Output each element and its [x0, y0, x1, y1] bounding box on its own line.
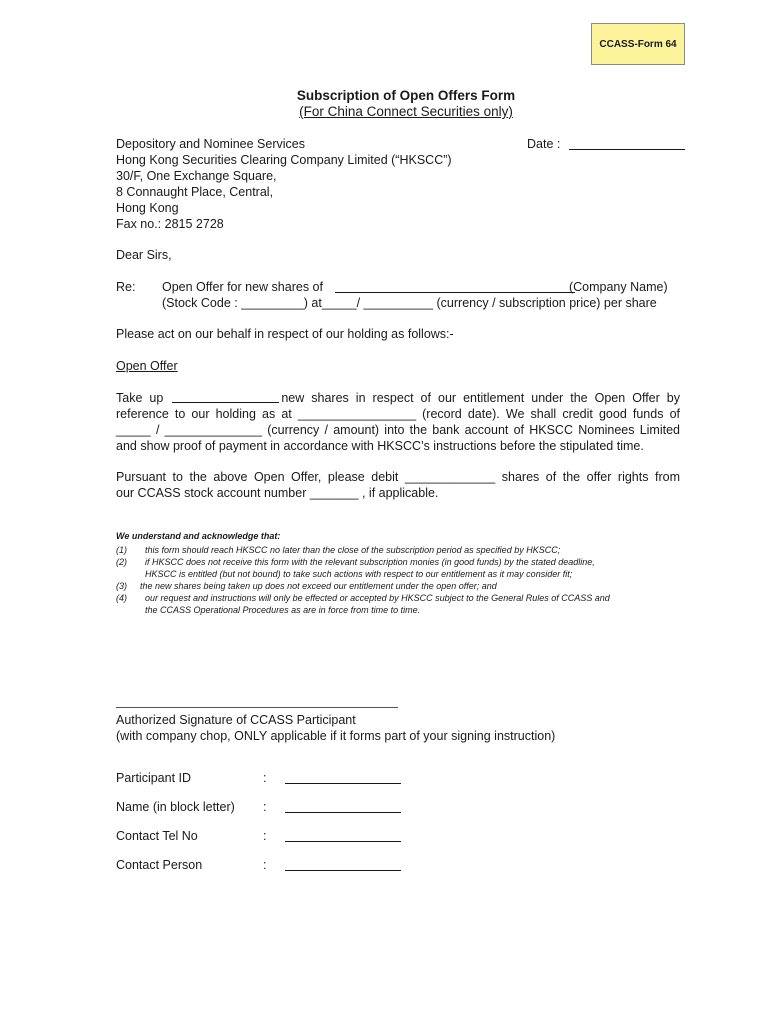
re-body — [162, 279, 668, 311]
form-number-badge: CCASS-Form 64 — [591, 23, 685, 65]
ack-text: the CCASS Operational Procedures as are in force from time to time. — [145, 605, 421, 615]
ack-text: HKSCC is entitled (but not bound) to take such actions with respect to our entitlement as it may consider fit; — [145, 569, 573, 579]
re-line-1-suffix: (Company Name) — [568, 280, 668, 294]
open-offer-heading: Open Offer — [116, 359, 178, 373]
paragraph-text: new shares in respect of our entitlement under the Open Offer by — [281, 391, 680, 405]
address-line: Depository and Nominee Services — [116, 137, 305, 151]
paragraph-line: _____ / ______________ (currency / amount) into the bank account of HKSCC Nominees Limited — [116, 423, 680, 437]
signature-field[interactable] — [116, 707, 398, 708]
address-line: Hong Kong — [116, 201, 179, 215]
recipient-address — [116, 136, 452, 232]
paragraph-line: our CCASS stock account number _______ , if applicable. — [116, 486, 439, 500]
paragraph-line: Pursuant to the above Open Offer, please debit _____________ shares of the offer rights from — [116, 470, 680, 484]
open-offer-paragraph — [116, 390, 680, 454]
address-line: Fax no.: 2815 2728 — [116, 217, 224, 231]
address-line: Hong Kong Securities Clearing Company Limited (“HKSCC”) — [116, 153, 452, 167]
participant-id-field[interactable] — [285, 783, 401, 784]
signature-caption — [116, 712, 555, 744]
participant-id-label: Participant ID — [116, 771, 192, 785]
signature-note: (with company chop, ONLY applicable if it forms part of your signing instruction) — [116, 729, 556, 743]
ack-number: (4) — [116, 593, 127, 603]
page-title: Subscription of Open Offers Form — [296, 88, 516, 103]
take-up-shares-field[interactable] — [172, 402, 279, 403]
re-line-2: (Stock Code : _________) at_____/ __________ (currency / subscription price) per share — [162, 296, 657, 310]
field-colon: : — [263, 829, 267, 843]
page-subtitle: (For China Connect Securities only) — [299, 104, 513, 119]
re-line-1-prefix: Open Offer for new shares of — [162, 280, 323, 294]
company-name-field[interactable] — [335, 292, 575, 293]
ack-text: our request and instructions will only be effected or accepted by HKSCC subject to the General Rules of CCASS and — [145, 593, 610, 603]
date-label: Date : — [527, 137, 561, 151]
contact-tel-label: Contact Tel No — [116, 829, 198, 843]
field-colon: : — [263, 858, 267, 872]
take-up-label: Take up — [116, 391, 164, 405]
ack-text: this form should reach HKSCC no later than the close of the subscription period as specified by HKSCC; — [145, 545, 561, 555]
ack-number: (3) — [116, 581, 127, 591]
field-colon: : — [263, 800, 267, 814]
paragraph-line — [116, 390, 680, 406]
ack-text: the new shares being taken up does not exceed our entitlement under the open offer; and — [140, 581, 497, 591]
paragraph-line: and show proof of payment in accordance with HKSCC’s instructions before the stipulated time. — [116, 439, 644, 453]
ack-text: if HKSCC does not receive this form with the relevant subscription monies (in good funds) by the stated deadline, — [145, 557, 595, 567]
date-field[interactable] — [569, 149, 685, 150]
re-label: Re: — [116, 280, 136, 294]
contact-person-field[interactable] — [285, 870, 401, 871]
salutation: Dear Sirs, — [116, 248, 172, 262]
field-colon: : — [263, 771, 267, 785]
instruction-text: Please act on our behalf in respect of our holding as follows:- — [116, 327, 454, 341]
contact-person-label: Contact Person — [116, 858, 203, 872]
contact-tel-field[interactable] — [285, 841, 401, 842]
name-label: Name (in block letter) — [116, 800, 235, 814]
debit-paragraph — [116, 469, 680, 501]
paragraph-line: reference to our holding as at _________________ (record date). We shall credit good funds of — [116, 407, 680, 421]
name-field[interactable] — [285, 812, 401, 813]
signature-label: Authorized Signature of CCASS Participant — [116, 713, 356, 727]
address-line: 30/F, One Exchange Square, — [116, 169, 277, 183]
ack-number: (1) — [116, 545, 127, 555]
address-line: 8 Connaught Place, Central, — [116, 185, 274, 199]
ack-number: (2) — [116, 557, 127, 567]
acknowledge-heading: We understand and acknowledge that: — [116, 531, 281, 541]
